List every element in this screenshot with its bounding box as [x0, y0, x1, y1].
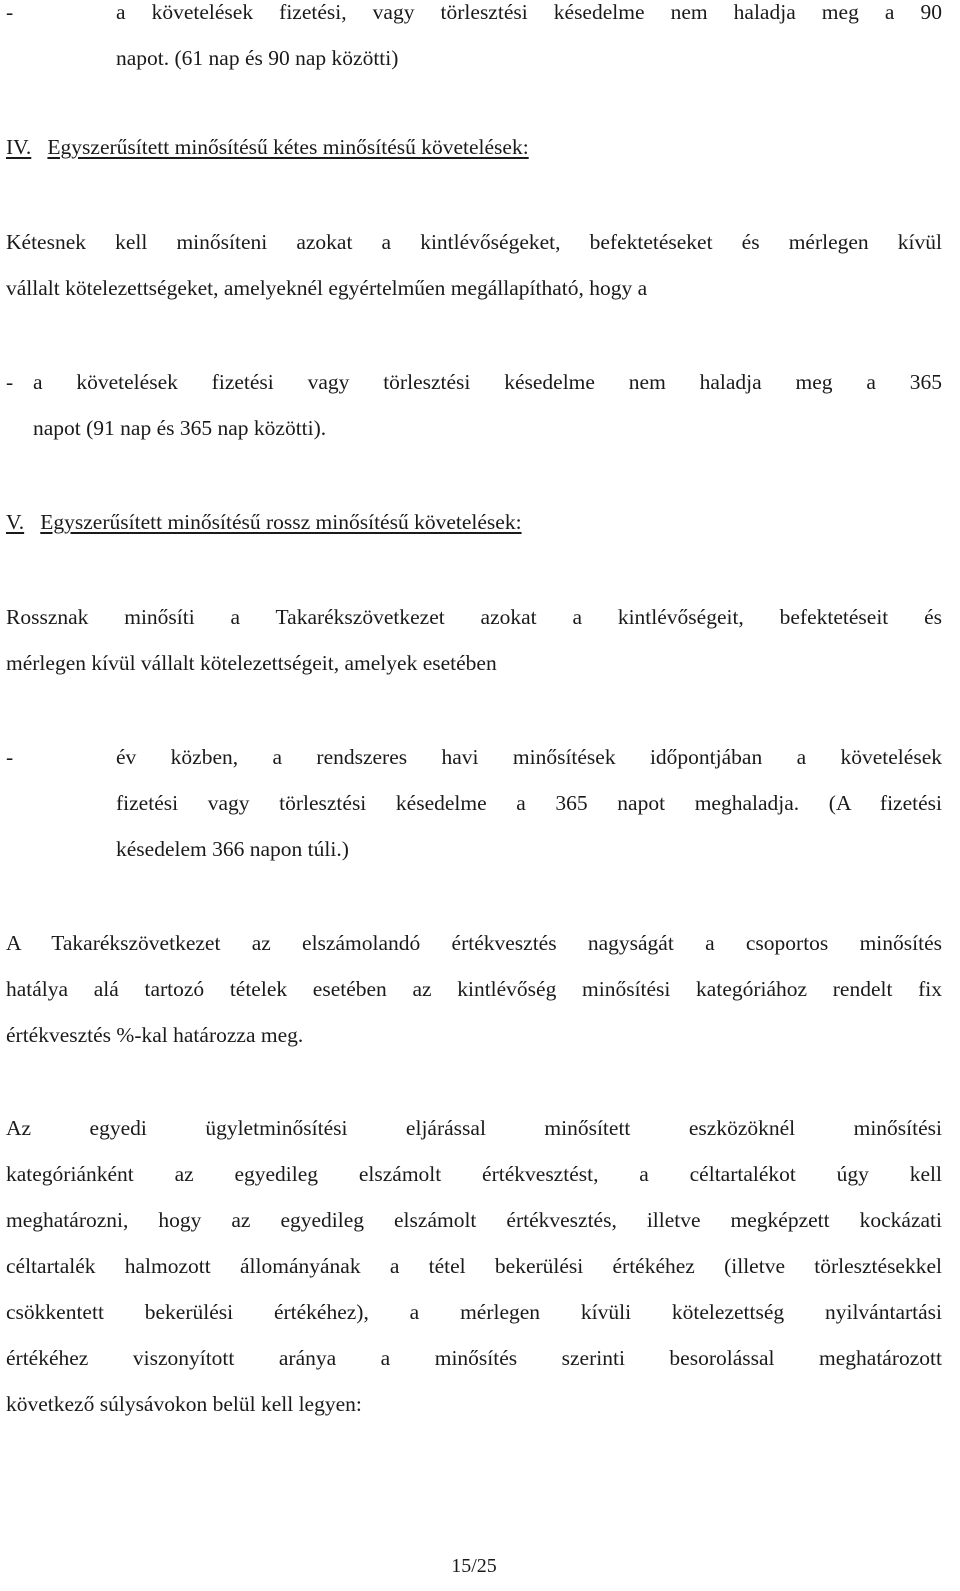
text-line: A Takarékszövetkezet az elszámolandó értékvesztés nagyságát a csoportos minősítés [6, 931, 942, 955]
section-title: Egyszerűsített minősítésű rossz minősítésű követelések: [40, 510, 522, 534]
text-line: Rossznak minősíti a Takarékszövetkezet azokat a kintlévőségeit, befektetéseit és [6, 605, 942, 629]
bullet-dash: - [6, 370, 14, 394]
text-line: céltartalék halmozott állományának a tétel bekerülési értékéhez (illetve törlesztésekkel [6, 1254, 942, 1278]
bullet-text [116, 734, 942, 872]
text-line: év közben, a rendszeres havi minősítések időpontjában a követelések [116, 745, 942, 769]
section-number: IV. [6, 135, 32, 159]
text-line: fizetési vagy törlesztési késedelme a 365 napot meghaladja. (A fizetési [116, 791, 942, 815]
text-line: meghatározni, hogy az egyedileg elszámolt értékvesztés, illetve megképzett kockázati [6, 1208, 942, 1232]
bullet-dash: - [6, 745, 14, 769]
page-number: 15/25 [451, 1555, 497, 1577]
bullet-text [33, 359, 942, 451]
text-line: hatálya alá tartozó tételek esetében az kintlévőség minősítési kategóriához rendelt fix [6, 977, 942, 1001]
bullet-text [116, 0, 942, 81]
text-line: Az egyedi ügyletminősítési eljárással minősített eszközöknél minősítési [6, 1116, 942, 1140]
text-line: értékvesztés %-kal határozza meg. [6, 1023, 304, 1047]
section-title: Egyszerűsített minősítésű kétes minősítésű követelések: [47, 135, 529, 159]
text-line: késedelem 366 napon túli.) [116, 837, 349, 861]
text-line: következő súlysávokon belül kell legyen: [6, 1392, 362, 1416]
section-number: V. [6, 510, 25, 534]
text-line: a követelések fizetési, vagy törlesztési késedelme nem haladja meg a 90 [116, 0, 942, 24]
paragraph-doubtful [6, 219, 942, 311]
paragraph-bad [6, 594, 942, 686]
text-line: a követelések fizetési vagy törlesztési késedelme nem haladja meg a 365 [33, 370, 942, 394]
text-line: napot. (61 nap és 90 nap közötti) [116, 46, 399, 70]
text-line: napot (91 nap és 365 nap közötti). [33, 416, 327, 440]
text-line: vállalt kötelezettségeket, amelyeknél egyértelműen megállapítható, hogy a [6, 276, 648, 300]
text-line: csökkentett bekerülési értékéhez), a mérlegen kívüli kötelezettség nyilvántartási [6, 1300, 942, 1324]
section-heading-iv [6, 124, 529, 170]
text-line: mérlegen kívül vállalt kötelezettségeit, amelyek esetében [6, 651, 497, 675]
text-line: értékéhez viszonyított aránya a minősítés szerinti besorolással meghatározott [6, 1346, 942, 1370]
text-line: Kétesnek kell minősíteni azokat a kintlévőségeket, befektetéseket és mérlegen kívül [6, 230, 942, 254]
paragraph-individual-valuation [6, 1105, 942, 1427]
section-heading-v [6, 499, 522, 545]
paragraph-group-valuation [6, 920, 942, 1058]
bullet-dash: - [6, 0, 14, 24]
text-line: kategóriánként az egyedileg elszámolt értékvesztést, a céltartalékot úgy kell [6, 1162, 942, 1186]
